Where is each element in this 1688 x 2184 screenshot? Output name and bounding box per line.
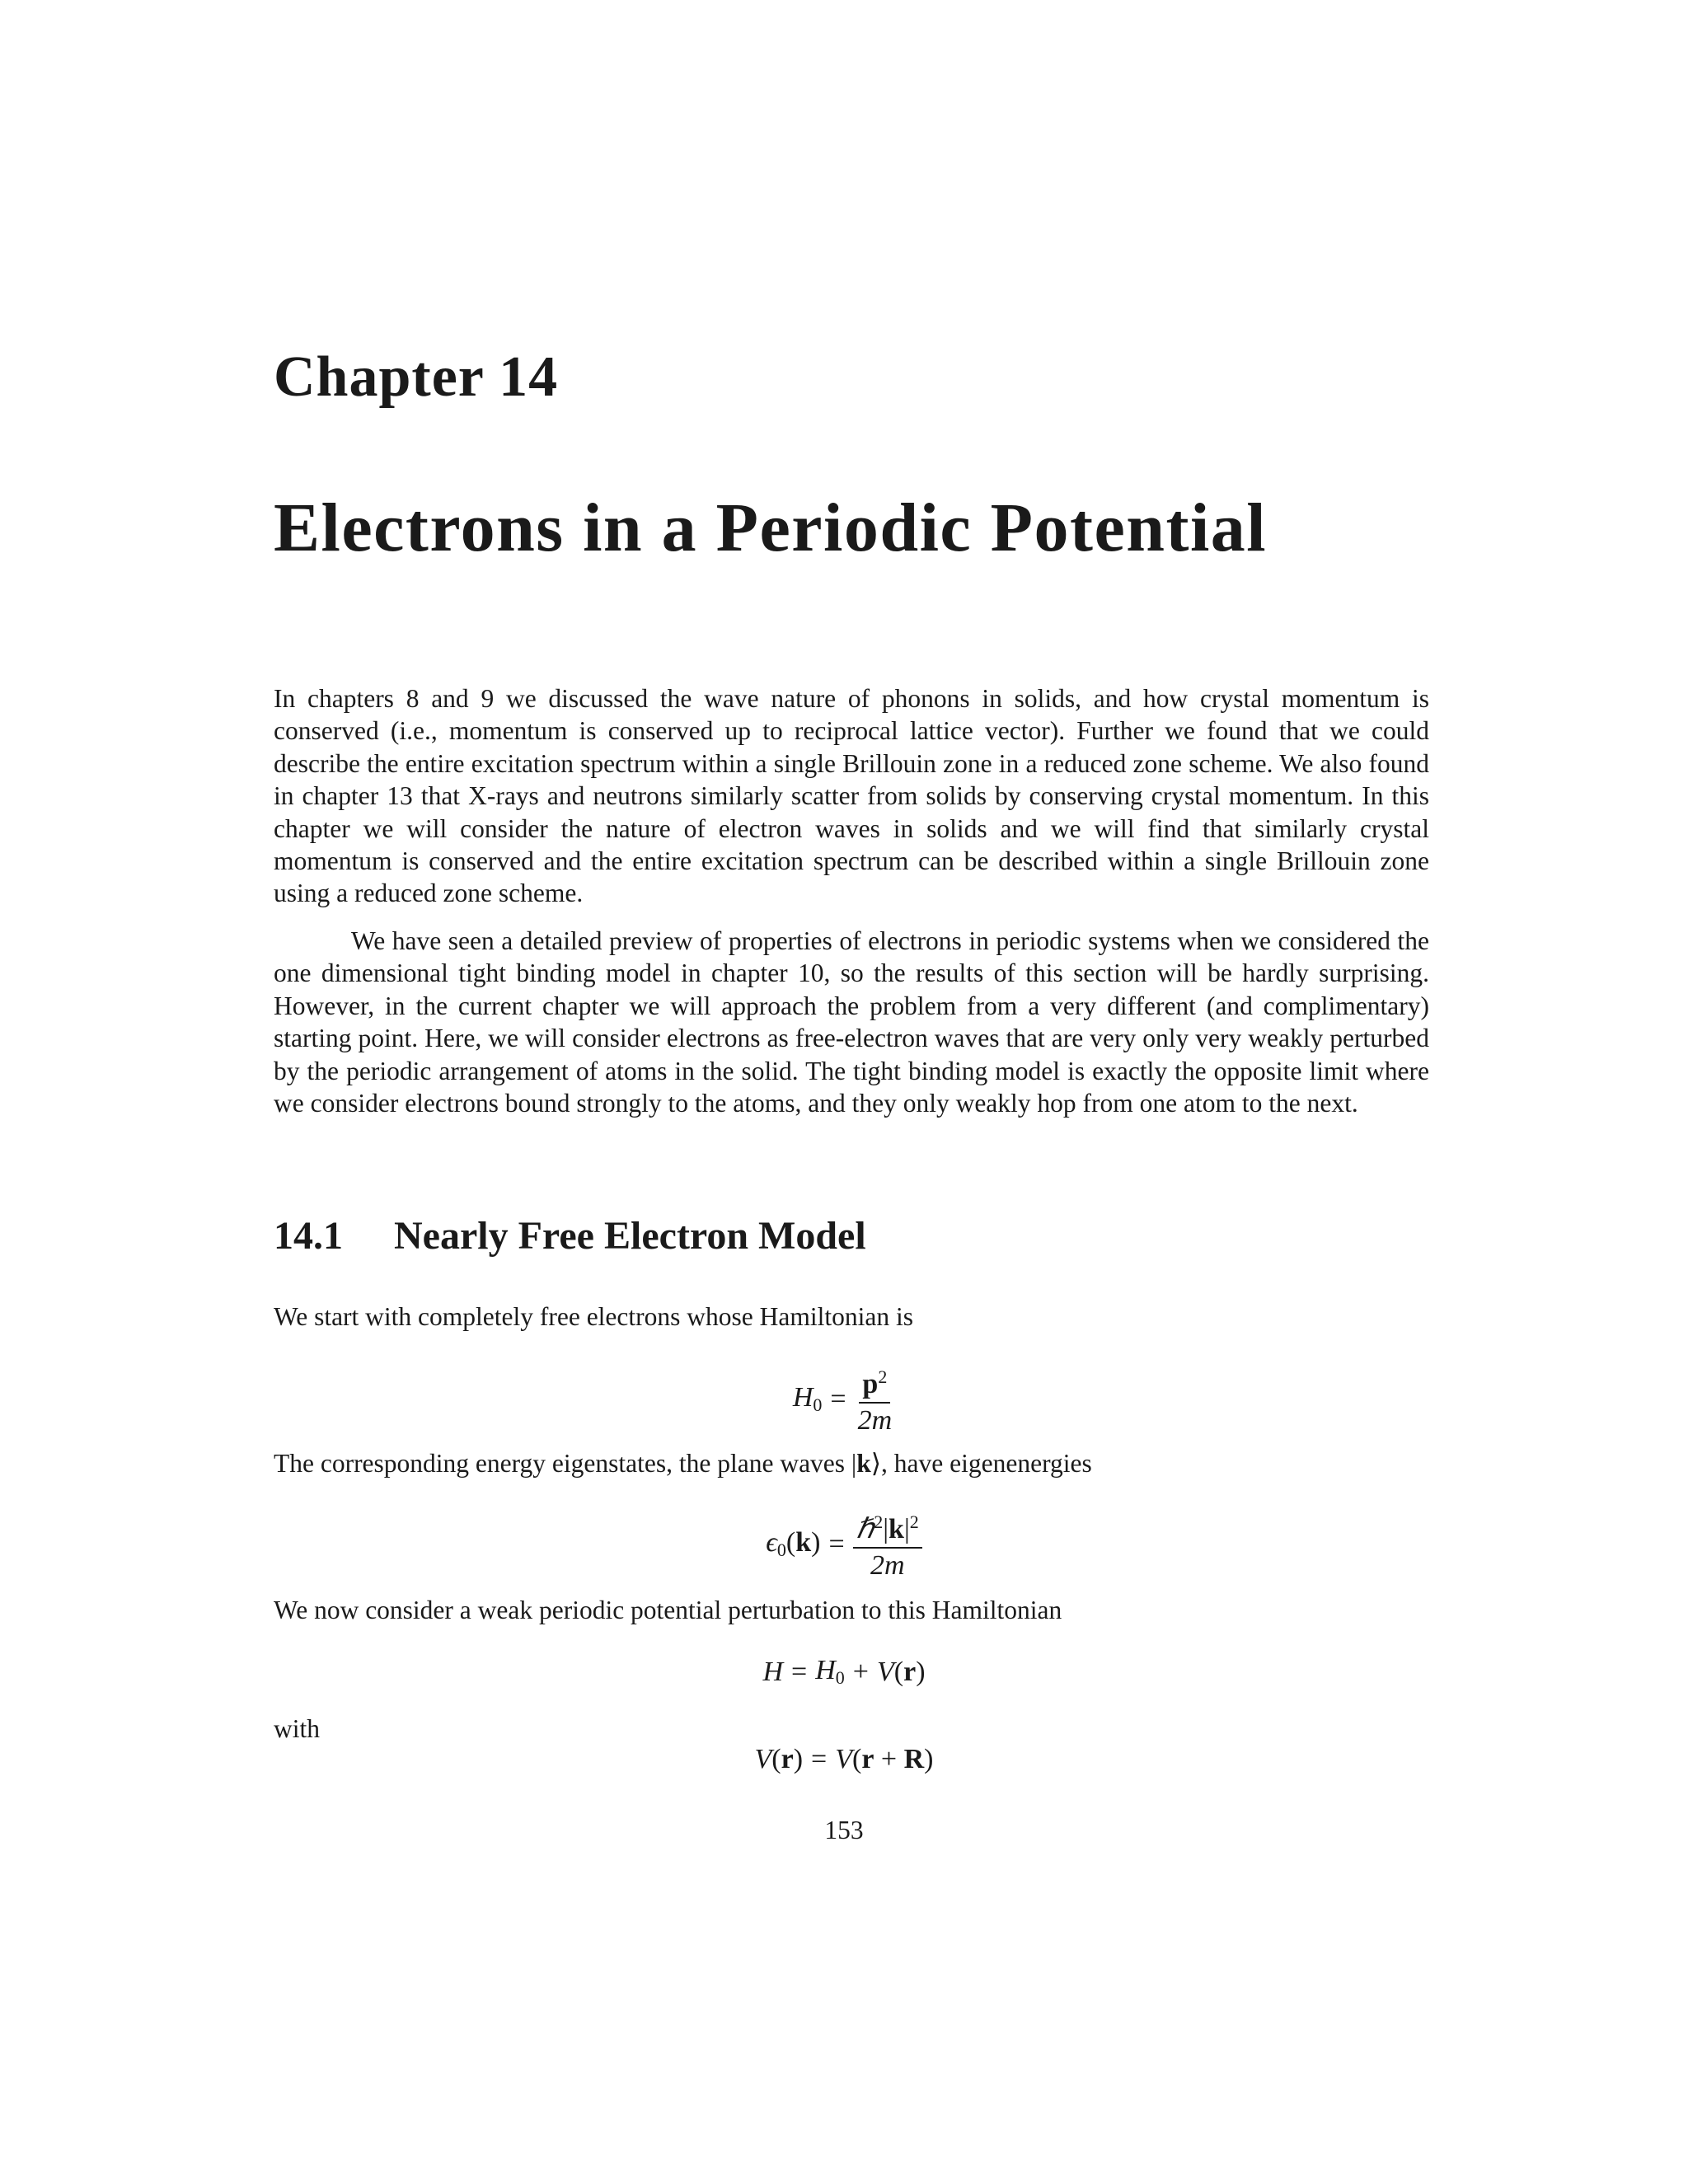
section-heading <box>274 1213 866 1258</box>
eq2-fraction: $\frac{\hbar^2|k|^2}{2m}$ <box>853 1507 922 1582</box>
chapter-label: Chapter 14 <box>274 345 559 409</box>
eq1-lhs: $H_0$ <box>792 1382 823 1415</box>
eq2-equals: = <box>828 1528 845 1559</box>
chapter-title: Electrons in a Periodic Potential <box>274 490 1268 566</box>
section-title: Nearly Free Electron Model <box>394 1214 866 1258</box>
eq1-fraction: $\frac{p^2}{2m}$ <box>855 1361 896 1436</box>
section-number: 14.1 <box>274 1214 343 1258</box>
section-text-line-3: We now consider a weak periodic potential perturbation to this Hamiltonian <box>274 1596 1062 1624</box>
equation-full-hamiltonian: H = $H_0$ + V(r) <box>762 1655 926 1688</box>
equation-eigenenergies <box>0 1507 1688 1582</box>
intro-paragraph-2: We have seen a detailed preview of properties of electrons in periodic systems when we considered the one dimensional tight binding model in chapter 10, so the results of this section will be hardly surprising. However, in the current chapter we will approach the problem from a very different (and complimentary) starting point. Here, we will consider electrons as free-electron waves that are very only very weakly perturbed by the periodic arrangement of atoms in the solid. The tight binding model is exactly the opposite limit where we consider electrons bound strongly to the atoms, and they only weakly hop from one atom to the next. <box>274 926 1429 1118</box>
section-text-line-2: The corresponding energy eigenstates, the plane waves |k⟩, have eigenenergies <box>274 1449 1092 1478</box>
section-text-line-4: with <box>274 1714 321 1743</box>
equation-periodic-potential: V(r) = V(r + R) <box>754 1744 934 1774</box>
equation-hamiltonian-free <box>0 1361 1688 1436</box>
eq2-lhs: $\epsilon_0(k)$ <box>766 1527 821 1560</box>
page-number: 153 <box>824 1816 864 1844</box>
section-text-line-1: We start with completely free electrons whose Hamiltonian is <box>274 1302 913 1331</box>
intro-paragraph-1: In chapters 8 and 9 we discussed the wave nature of phonons in solids, and how crystal momentum is conserved (i.e., momentum is conserved up to reciprocal lattice vector). Further we found that we could describe the entire excitation spectrum within a single Brillouin zone in a reduced zone scheme. We also found in chapter 13 that X-rays and neutrons similarly scatter from solids by conserving crystal momentum. In this chapter we will consider the nature of electron waves in solids and we will find that similarly crystal momentum is conserved and the entire excitation spectrum can be described within a single Brillouin zone using a reduced zone scheme. <box>274 684 1429 908</box>
eq1-equals: = <box>830 1383 846 1414</box>
